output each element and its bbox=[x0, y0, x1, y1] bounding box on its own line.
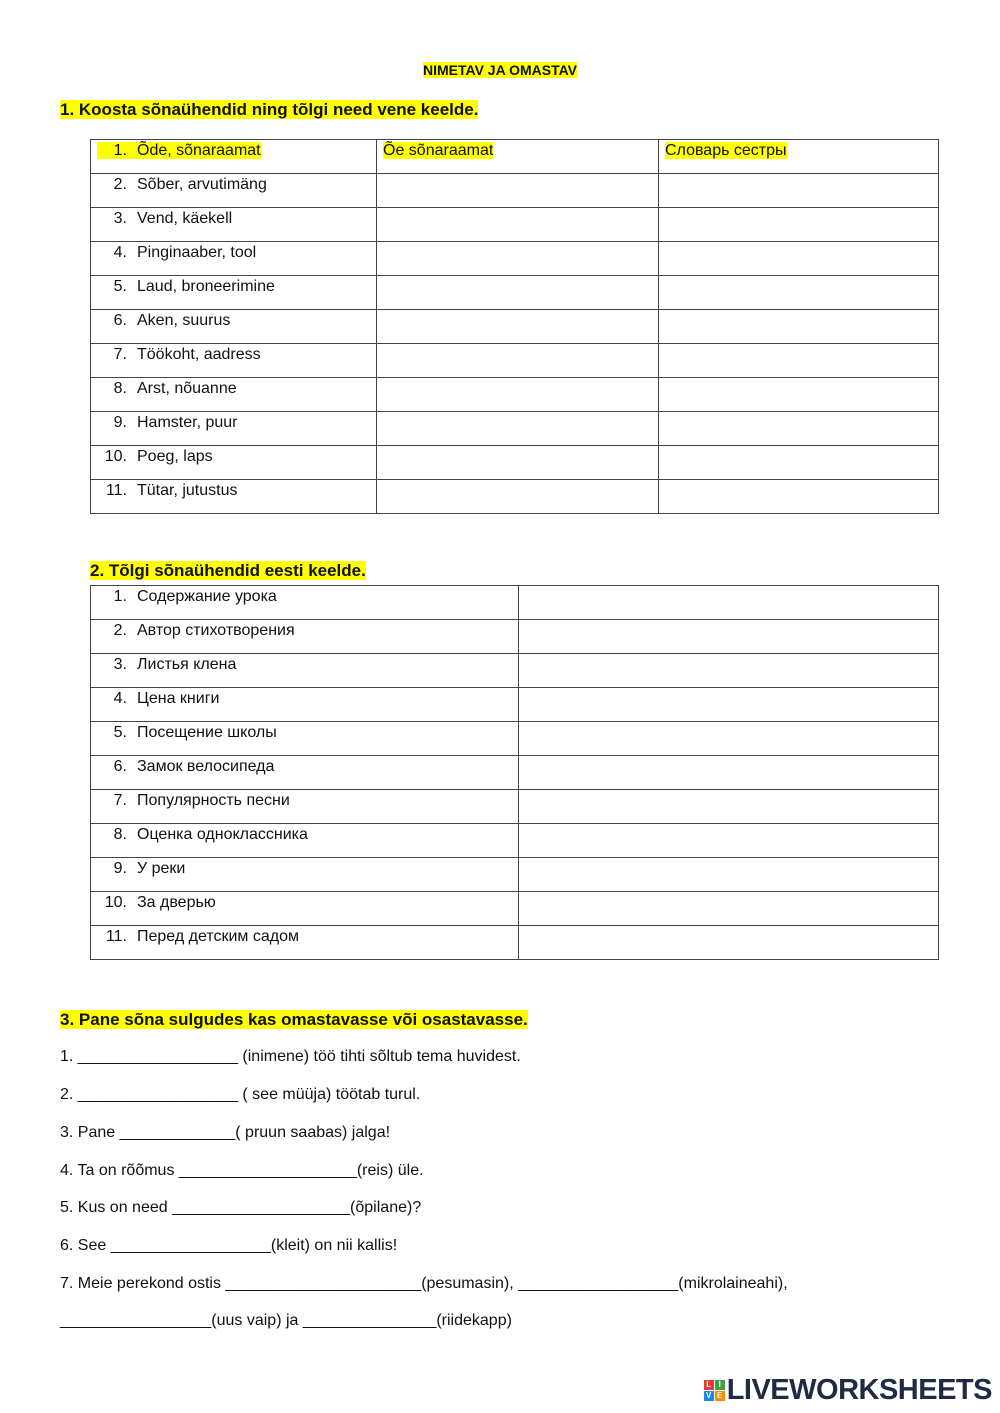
table-row: 5. Посещение школы bbox=[91, 722, 939, 756]
table-row: 5. Laud, broneerimine bbox=[91, 276, 939, 310]
answer-input[interactable] bbox=[519, 926, 939, 960]
translation-input[interactable] bbox=[659, 276, 939, 310]
answer-input[interactable] bbox=[519, 824, 939, 858]
answer-input[interactable] bbox=[377, 276, 659, 310]
table-row: 9. У реки bbox=[91, 858, 939, 892]
table-row: 10. Poeg, laps bbox=[91, 446, 939, 480]
table-row: 8. Arst, nõuanne bbox=[91, 378, 939, 412]
section1-heading: 1. Koosta sõnaühendid ning tõlgi need vene keelde. bbox=[60, 100, 479, 119]
exercise-line[interactable]: 3. Pane _____________( pruun saabas) jalga! bbox=[60, 1124, 391, 1141]
exercise-line[interactable]: 4. Ta on rõõmus ____________________(reis) üle. bbox=[60, 1162, 424, 1179]
translation-input[interactable] bbox=[659, 412, 939, 446]
example-answer-cell: Õe sõnaraamat bbox=[377, 140, 659, 174]
answer-input[interactable] bbox=[519, 756, 939, 790]
section2-heading: 2. Tõlgi sõnaühendid eesti keelde. bbox=[90, 561, 366, 580]
answer-input[interactable] bbox=[519, 654, 939, 688]
liveworksheets-logo-icon: L I V E bbox=[704, 1380, 725, 1401]
answer-input[interactable] bbox=[377, 480, 659, 514]
table-row: 3. Vend, käekell bbox=[91, 208, 939, 242]
exercise-line[interactable]: 5. Kus on need ____________________(õpilane)? bbox=[60, 1199, 422, 1216]
table-row: 1. Содержание урока bbox=[91, 586, 939, 620]
table-row: 11. Tütar, jutustus bbox=[91, 480, 939, 514]
translation-input[interactable] bbox=[659, 344, 939, 378]
table-row: 6. Aken, suurus bbox=[91, 310, 939, 344]
table-row: 4. Pinginaaber, tool bbox=[91, 242, 939, 276]
section2-table bbox=[90, 585, 939, 960]
answer-input[interactable] bbox=[377, 412, 659, 446]
answer-input[interactable] bbox=[519, 586, 939, 620]
answer-input[interactable] bbox=[377, 344, 659, 378]
translation-input[interactable] bbox=[659, 242, 939, 276]
table-row: 7. Популярность песни bbox=[91, 790, 939, 824]
exercise-line[interactable]: _________________(uus vaip) ja _______________(riidekapp) bbox=[60, 1312, 512, 1329]
exercise-line[interactable]: 7. Meie perekond ostis ______________________(pesumasin), __________________(mikrolaineahi), bbox=[60, 1275, 788, 1292]
answer-input[interactable] bbox=[377, 446, 659, 480]
table-row: 2. Автор стихотворения bbox=[91, 620, 939, 654]
answer-input[interactable] bbox=[377, 310, 659, 344]
answer-input[interactable] bbox=[519, 892, 939, 926]
exercise-line[interactable]: 2. __________________ ( see müüja) töötab turul. bbox=[60, 1086, 421, 1103]
section3-heading: 3. Pane sõna sulgudes kas omastavasse või osastavasse. bbox=[60, 1010, 528, 1029]
page-title: NIMETAV JA OMASTAV bbox=[423, 62, 577, 78]
table-row: 6. Замок велосипеда bbox=[91, 756, 939, 790]
answer-input[interactable] bbox=[377, 378, 659, 412]
table-row: 9. Hamster, puur bbox=[91, 412, 939, 446]
translation-input[interactable] bbox=[659, 208, 939, 242]
table-row: 4. Цена книги bbox=[91, 688, 939, 722]
brand-name: LIVEWORKSHEETS bbox=[726, 1373, 992, 1406]
table-row: 2. Sõber, arvutimäng bbox=[91, 174, 939, 208]
table-row: 7. Töökoht, aadress bbox=[91, 344, 939, 378]
section1-table bbox=[90, 139, 939, 514]
answer-input[interactable] bbox=[377, 242, 659, 276]
translation-input[interactable] bbox=[659, 174, 939, 208]
translation-input[interactable] bbox=[659, 310, 939, 344]
table-row bbox=[91, 140, 939, 174]
answer-input[interactable] bbox=[519, 722, 939, 756]
answer-input[interactable] bbox=[519, 688, 939, 722]
table-row: 11. Перед детским садом bbox=[91, 926, 939, 960]
example-translation-cell: Словарь сестры bbox=[659, 140, 939, 174]
translation-input[interactable] bbox=[659, 480, 939, 514]
table-row: 10. За дверью bbox=[91, 892, 939, 926]
table-row: 3. Листья клена bbox=[91, 654, 939, 688]
exercise-line[interactable]: 6. See __________________(kleit) on nii kallis! bbox=[60, 1237, 398, 1254]
translation-input[interactable] bbox=[659, 378, 939, 412]
example-words-cell: 1. Õde, sõnaraamat bbox=[91, 140, 377, 174]
table-row: 8. Оценка одноклассника bbox=[91, 824, 939, 858]
liveworksheets-brand bbox=[704, 1375, 992, 1405]
answer-input[interactable] bbox=[519, 858, 939, 892]
answer-input[interactable] bbox=[519, 790, 939, 824]
translation-input[interactable] bbox=[659, 446, 939, 480]
answer-input[interactable] bbox=[377, 174, 659, 208]
answer-input[interactable] bbox=[519, 620, 939, 654]
answer-input[interactable] bbox=[377, 208, 659, 242]
exercise-line[interactable]: 1. __________________ (inimene) töö tihti sõltub tema huvidest. bbox=[60, 1048, 521, 1065]
